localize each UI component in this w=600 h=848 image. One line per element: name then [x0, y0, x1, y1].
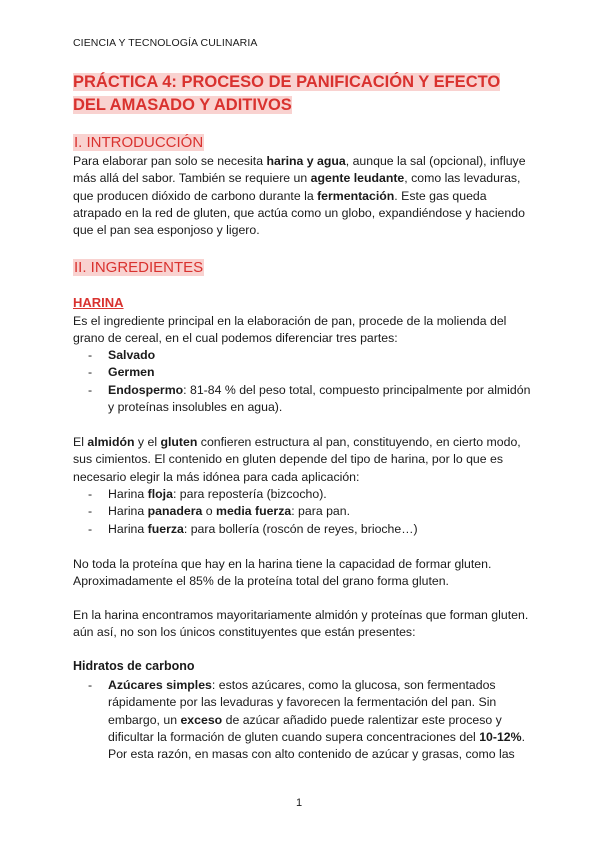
protein-paragraph: No toda la proteína que hay en la harina tiene la capacidad de formar gluten. Aproximadamente el 85% de la proteína total del grano forma gluten. — [73, 557, 492, 589]
intro-paragraph: Para elaborar pan solo se necesita harina y agua, aunque la sal (opcional), influye más allá del sabor. También se requiere un agente leudante, como las levaduras, que producen dióxido de carbono durante la fermentación. Este gas queda atrapado en la red de gluten, que actúa como un globo, expandiéndose y haciendo que el pan sea esponjoso y ligero. — [73, 154, 526, 238]
page-header: CIENCIA Y TECNOLOGÍA CULINARIA — [73, 37, 258, 49]
section-heading-introduccion: I. INTRODUCCIÓN — [74, 134, 204, 151]
cereal-parts-list — [88, 347, 536, 416]
list-item: - Harina panadera o media fuerza: para pan. — [88, 504, 351, 519]
list-item: - Salvado — [88, 348, 156, 362]
title-line-1: PRÁCTICA 4: PROCESO DE PANIFICACIÓN Y EFECTO — [73, 73, 501, 91]
list-item: - Harina fuerza: para bollería (roscón de reyes, brioche…) — [88, 521, 418, 536]
constituents-paragraph: En la harina encontramos mayoritariamente almidón y proteínas que forman gluten. aún así, no son los únicos constituyentes que están presentes: — [73, 608, 529, 640]
almidon-paragraph: El almidón y el gluten confieren estructura al pan, constituyendo, en cierto modo, sus cimientos. El contenido en gluten depende del tipo de harina, por lo que es necesario elegir la más idónea para cada aplicación: — [73, 435, 521, 484]
title-line-2: DEL AMASADO Y ADITIVOS — [73, 96, 292, 114]
section-heading-ingredientes: II. INGREDIENTES — [74, 259, 204, 276]
list-item: - Germen — [88, 365, 155, 380]
hidratos-list — [88, 677, 536, 763]
harina-intro: Es el ingrediente principal en la elaboración de pan, procede de la molienda del grano de cereal, en el cual podemos diferenciar tres partes: — [73, 314, 507, 346]
document-title — [73, 71, 533, 117]
list-item: - Harina floja: para repostería (bizcocho). — [88, 487, 327, 501]
subheading-hidratos: Hidratos de carbono — [73, 659, 195, 673]
page-number: 1 — [296, 797, 303, 809]
list-item: - Endospermo: 81-84 % del peso total, compuesto principalmente por almidón y proteínas insolubles en agua). — [88, 382, 531, 414]
subheading-harina: HARINA — [73, 295, 124, 310]
flour-types-list — [88, 486, 536, 538]
list-item: - Azúcares simples: estos azúcares, como la glucosa, son fermentados rápidamente por las levaduras y favorecen la fermentación del pan. Sin embargo, un exceso de azúcar añadido puede ralentizar este proceso y dificultar la formación de gluten cuando supera concentraciones del 10-12%. Por esta razón, en masas con alto contenido de azúcar y grasas, como las — [88, 678, 525, 762]
